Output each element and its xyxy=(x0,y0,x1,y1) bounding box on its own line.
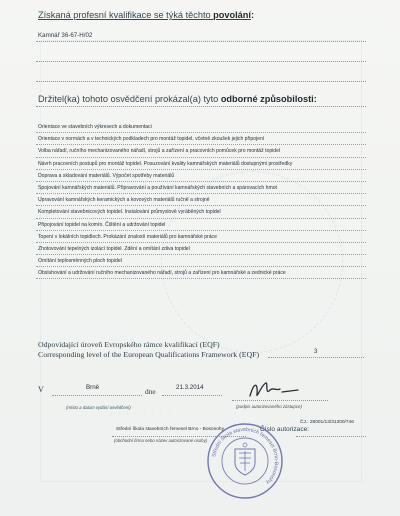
signature-caption: (podpis autorizovaného zástupce) xyxy=(236,404,302,409)
competencies-heading-colon: : xyxy=(313,94,317,104)
competency-item: Připojování topidel na komín. Čištění a udržování topidel xyxy=(36,219,366,231)
competency-item: Topení v lokálních topidlech. Prokázání znalostí materiálů pro kamnářské práce xyxy=(36,231,366,243)
authorization-number: ČJ.: 28001/13/31300/746 xyxy=(300,420,354,425)
competencies-heading-bold: odborné způsobilosti xyxy=(220,94,314,104)
issue-place: Brně xyxy=(86,384,100,391)
authority-name: Střední škola stavebních řemesel Brno - Bosonohy xyxy=(116,427,224,432)
competency-item: Zhotovování tepelných izolací topidel. Zdění a omítání zdiva topidel xyxy=(36,243,366,255)
signature-line xyxy=(232,400,328,401)
eqf-level-line xyxy=(268,357,364,358)
eqf-label-cz: Odpovídající úroveň Evropského rámce kvalifikací (EQF) xyxy=(38,340,220,349)
place-prefix: V xyxy=(38,385,44,394)
competency-item: Doprava a skladování materiálů. Výpočet spotřeby materiálů xyxy=(36,170,366,182)
date-prefix: dne xyxy=(145,387,156,396)
issue-date: 21.3.2014 xyxy=(176,384,204,391)
competency-item: Upravování kamnářských keramických a kovových materiálů ručně a strojně xyxy=(36,194,366,206)
date-line xyxy=(162,395,222,396)
occupation-line-3 xyxy=(36,81,366,82)
competency-item: Orientace ve stavebních výkresech a dokumentaci xyxy=(36,121,366,133)
eqf-level-value: 3 xyxy=(314,349,318,355)
official-stamp xyxy=(205,421,285,501)
authorization-label: Číslo autorizace: xyxy=(260,426,310,433)
competencies-heading-text: Držitel(ka) tohoto osvědčení prokázal(a) tyto xyxy=(38,94,221,104)
competency-item: Obsluhování a udržování ručního mechanizovaného nářadí, strojů a zařízení pro kamnářské a zednické práce xyxy=(36,267,366,279)
competency-item: Omítání teplosměnných ploch topidel xyxy=(36,255,366,267)
authority-caption: (obchodní firma nebo název autorizované osoby) xyxy=(114,438,208,443)
eqf-block xyxy=(38,340,259,361)
competency-item: Spojování kamnářských materiálů. Připravování a používání kamnářských stavebních a spárovacích hmot xyxy=(36,182,366,194)
competencies-heading-line xyxy=(36,106,366,107)
place-line xyxy=(52,395,142,396)
competency-item: Kompletování stavebnicových topidel. Instalování průmyslově vyráběných topidel xyxy=(36,206,366,218)
faded-background-band: · · · · · · · · · · · · · · · · xyxy=(110,410,239,417)
profession-heading xyxy=(38,10,254,20)
place-date-caption: (místo a datum vydání osvědčení) xyxy=(66,405,131,410)
competency-item: Volba nářadí, ručního mechanizovaného nářadí, strojů a zařízení a pracovních pomůcek pro montáž topidel xyxy=(36,145,366,157)
competency-item: Orientace v normách a v technických podkladech pro montáž topidel, včetně zkoušek jejich připojení xyxy=(36,133,366,145)
occupation-value: Kamnář 36-67-H/02 xyxy=(38,32,93,39)
coat-of-arms-icon xyxy=(235,443,255,475)
eqf-label-en: Corresponding level of the European Qualifications Framework (EQF) xyxy=(38,350,260,360)
authorization-line xyxy=(296,436,366,437)
stamp-ring-text: Střední škola stavebních řemesel Brno-Bosonohy xyxy=(211,426,280,486)
competency-item: Návrh pracovních postupů pro montáž topidel. Posuzování kvality kamnářských materiálů dostupnými prostředky xyxy=(36,158,366,170)
signature-image xyxy=(246,378,306,402)
profession-heading-text: Získaná profesní kvalifikace se týká těchto xyxy=(38,10,214,20)
competency-list xyxy=(36,121,366,279)
competencies-heading xyxy=(38,94,317,104)
profession-heading-bold: povolání xyxy=(213,10,251,20)
profession-heading-colon: : xyxy=(250,10,254,20)
